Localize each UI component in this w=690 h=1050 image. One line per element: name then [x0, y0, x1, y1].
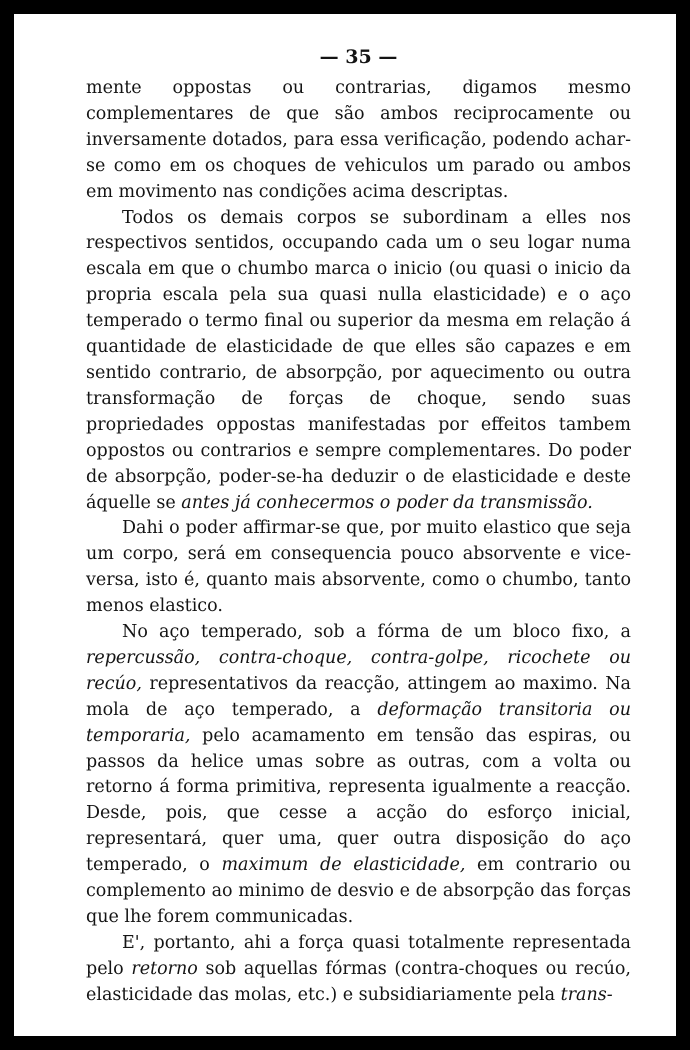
- paragraph-1: [86, 76, 631, 206]
- italic-text: deformação transitoria ou temporaria,: [86, 699, 631, 746]
- paragraph-text: representativos da reacção, attingem ao maximo. Na mola de aço temperado, a: [86, 673, 631, 720]
- page-text: [86, 44, 631, 1009]
- book-page: [14, 14, 676, 1036]
- paragraph-text: em contrario ou complemento ao minimo de desvio e de absorpção das forças que lhe forem communicadas.: [86, 855, 631, 927]
- italic-text: antes já conhecermos o poder da transmissão.: [181, 492, 593, 513]
- italic-text: maximum de elasticidade,: [221, 855, 466, 876]
- paragraph-text: sob aquellas fórmas (contra-choques ou recúo, elasticidade das molas, etc.) e subsidiariamente pela: [86, 958, 631, 1005]
- paragraph-5: [86, 931, 631, 1009]
- italic-text: retorno: [131, 958, 198, 979]
- italic-text: trans-: [560, 984, 613, 1005]
- paragraph-text: mente oppostas ou contrarias, digamos mesmo complementares de que são ambos reciprocamente ou inversamente dotados, para essa verificação, podendo achar-se como em os choques de vehiculos um parado ou ambos em movimento nas condições acima descriptas.: [86, 78, 631, 202]
- paragraph-4: [86, 620, 631, 931]
- paragraph-text: Todos os demais corpos se subordinam a elles nos respectivos sentidos, occupando cada um o seu logar numa escala em que o chumbo marca o inicio (ou quasi o inicio da propria escala pela sua quasi nulla elasticidade) e o aço temperado o termo final ou superior da mesma em relação á quantidade de elasticidade de que elles são capazes e em sentido contrario, de absorpção, por aquecimento ou outra transformação de forças de choque, sendo suas propriedades oppostas manifestadas por effeitos tambem oppostos ou contrarios e sempre complementares. Do poder de absorpção, poder-se-ha deduzir o de elasticidade e deste áquelle se: [86, 207, 631, 513]
- paragraph-2: [86, 206, 631, 517]
- italic-text: repercussão, contra-choque, contra-golpe, ricochete ou recúo,: [86, 647, 631, 694]
- paragraph-text: No aço temperado, sob a fórma de um bloco fixo, a: [122, 622, 631, 643]
- paragraph-text: E', portanto, ahi a força quasi totalmente representada pelo: [86, 932, 631, 979]
- page-number: — 35 —: [319, 46, 398, 68]
- paragraph-text: Dahi o poder affirmar-se que, por muito elastico que seja um corpo, será em consequencia pouco absorvente e vice-versa, isto é, quanto mais absorvente, como o chumbo, tanto menos elastico.: [86, 518, 631, 617]
- paragraph-3: [86, 516, 631, 620]
- paragraph-text: pelo acamamento em tensão das espiras, ou passos da helice umas sobre as outras, com a volta ou retorno á forma primitiva, representa igualmente a reacção. Desde, pois, que cesse a acção do esforço inicial, representará, quer uma, quer outra disposição do aço temperado, o: [86, 725, 631, 876]
